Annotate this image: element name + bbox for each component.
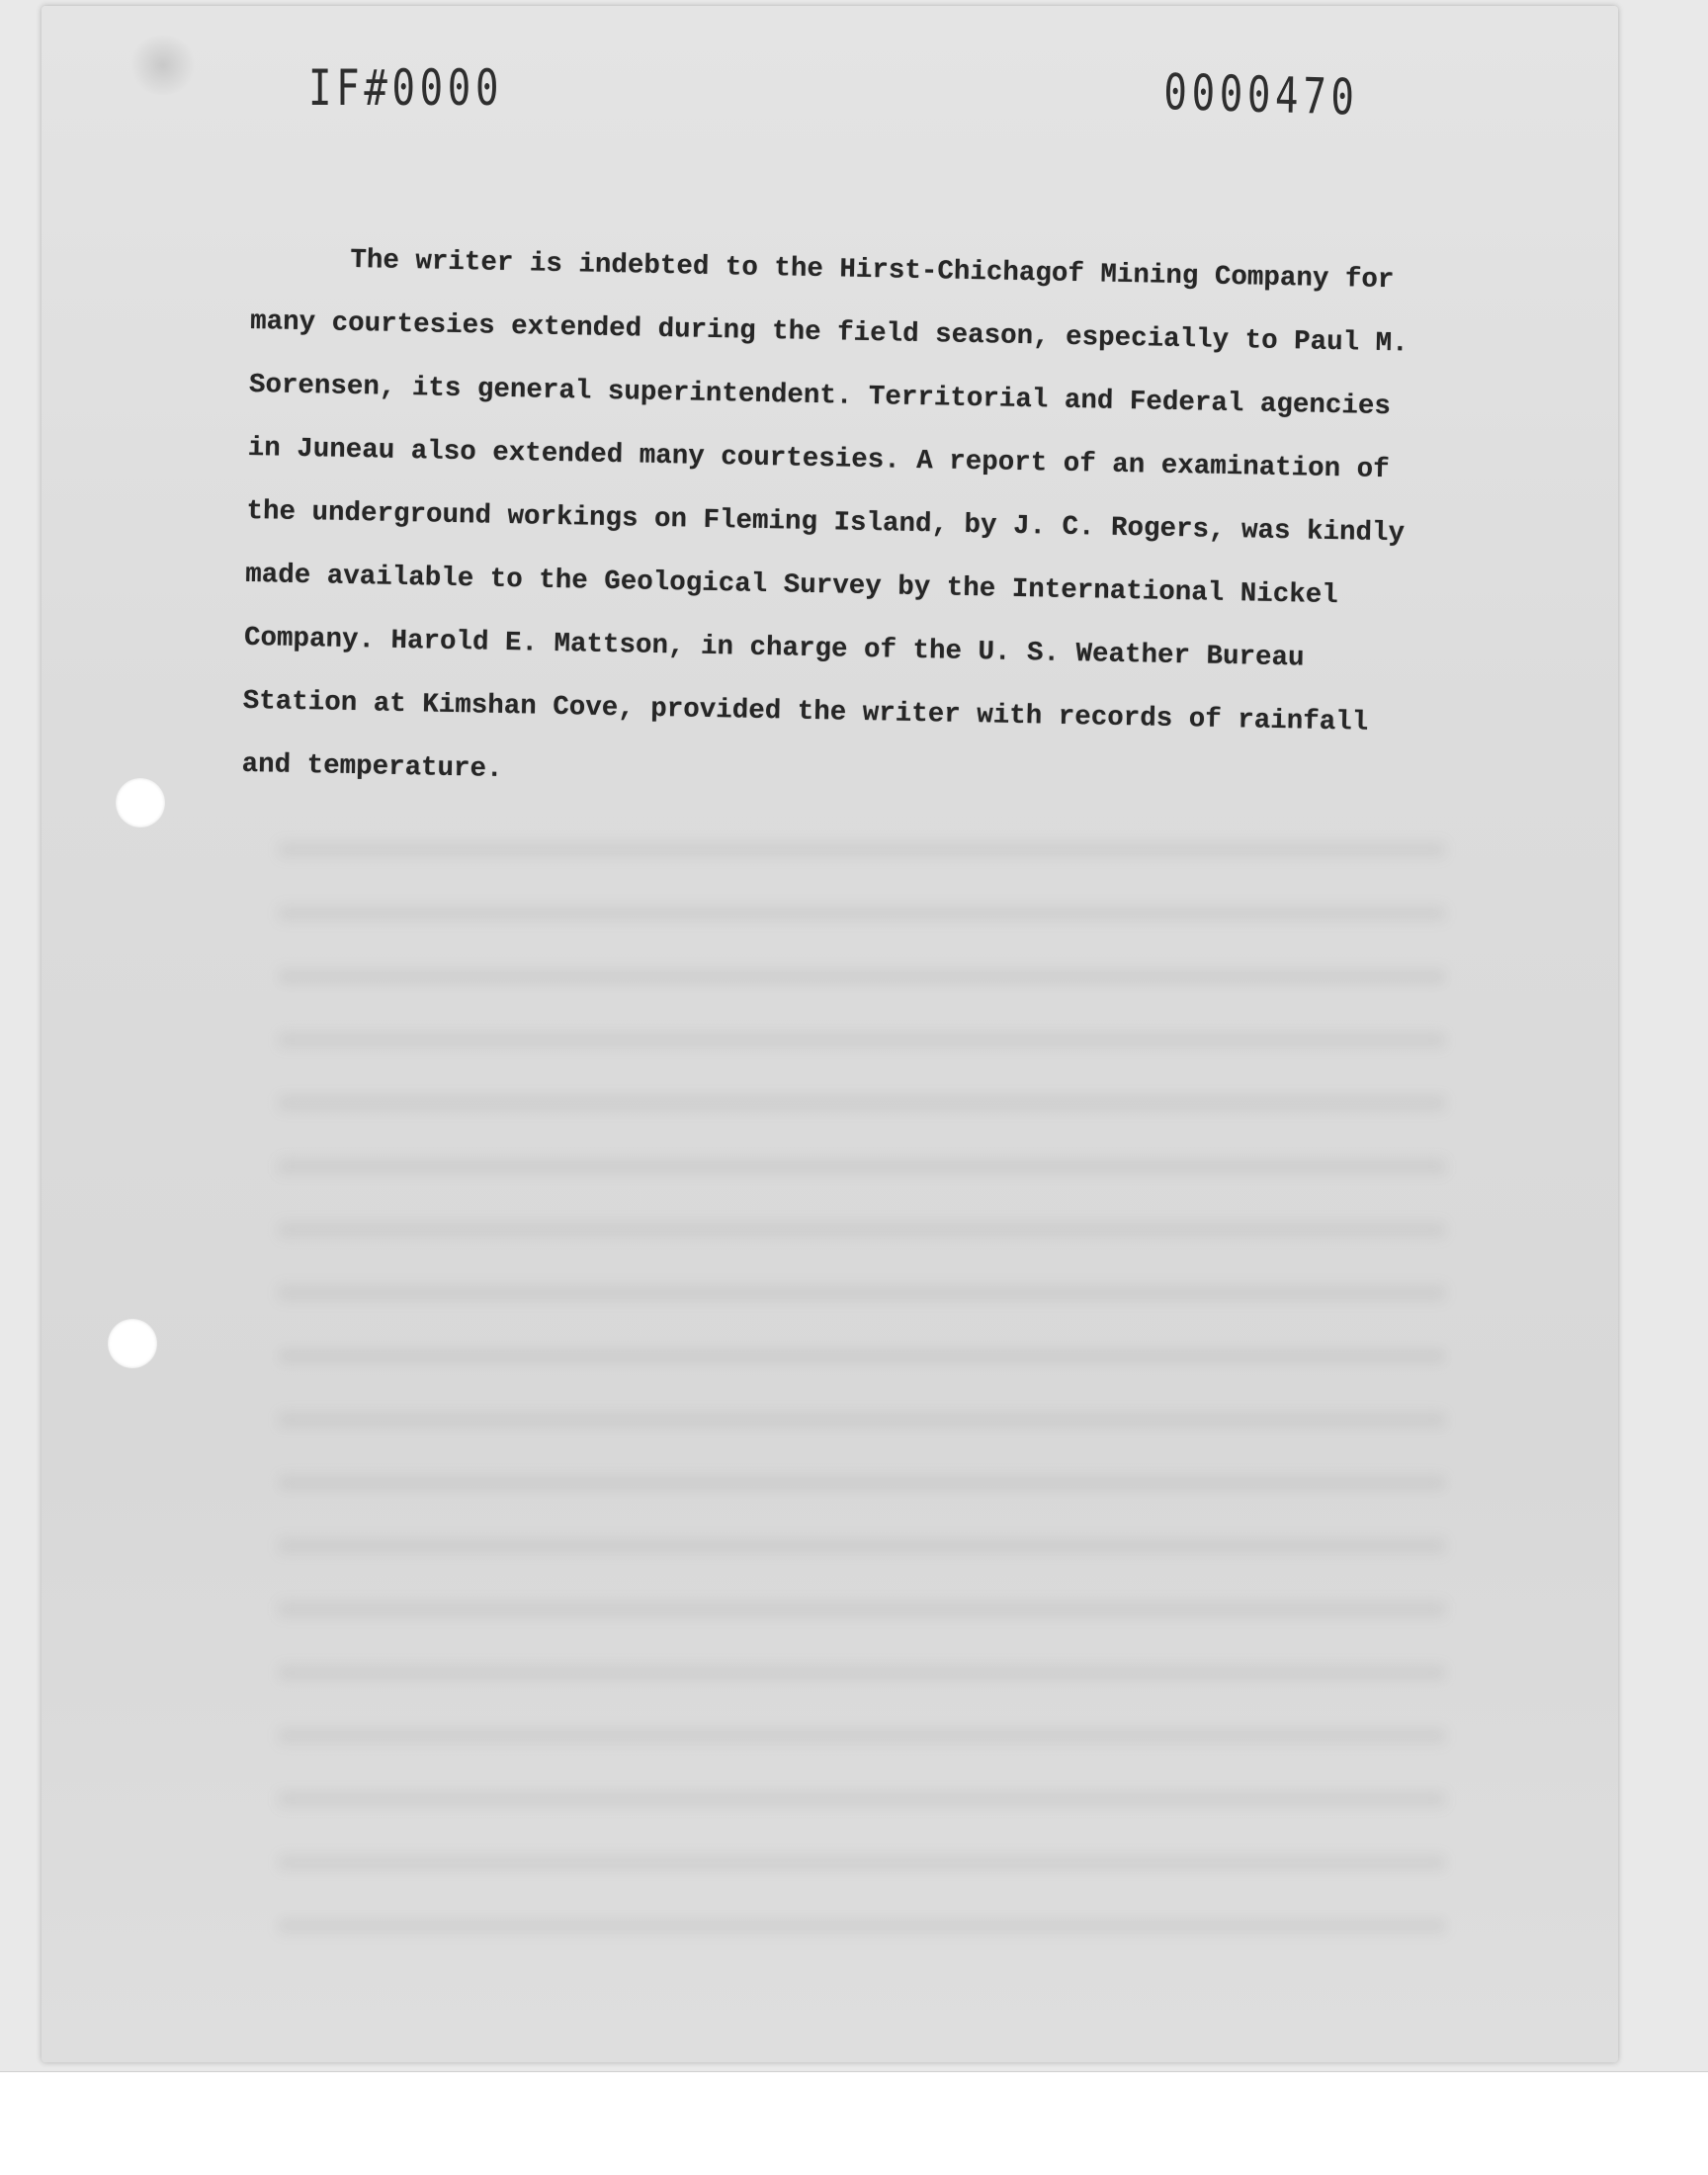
punch-hole-lower: [108, 1319, 157, 1368]
corner-smudge: [128, 36, 198, 95]
scan-edge: [0, 2071, 1708, 2072]
acknowledgment-paragraph: The writer is indebted to the Hirst-Chichagof Mining Company for many courtesies extended during the field season, especially to Paul M. Sorensen, its general superintendent. Territorial and Federal agencies in Juneau also extended many courtesies. A report of an examination of the underground workings on Fleming Island, by J. C. Rogers, was kindly made available to the Geological Survey by the International Nickel Company. Harold E. Mattson, in charge of the U. S. Weather Bureau Station at Kimshan Cove, provided the writer with records of rainfall and temperature.: [241, 244, 1409, 785]
file-stamp: IF#0000: [308, 59, 504, 117]
page-number-stamp: 0000470: [1162, 63, 1360, 127]
bleed-through-text: [279, 797, 1445, 1934]
punch-hole-upper: [116, 778, 165, 827]
